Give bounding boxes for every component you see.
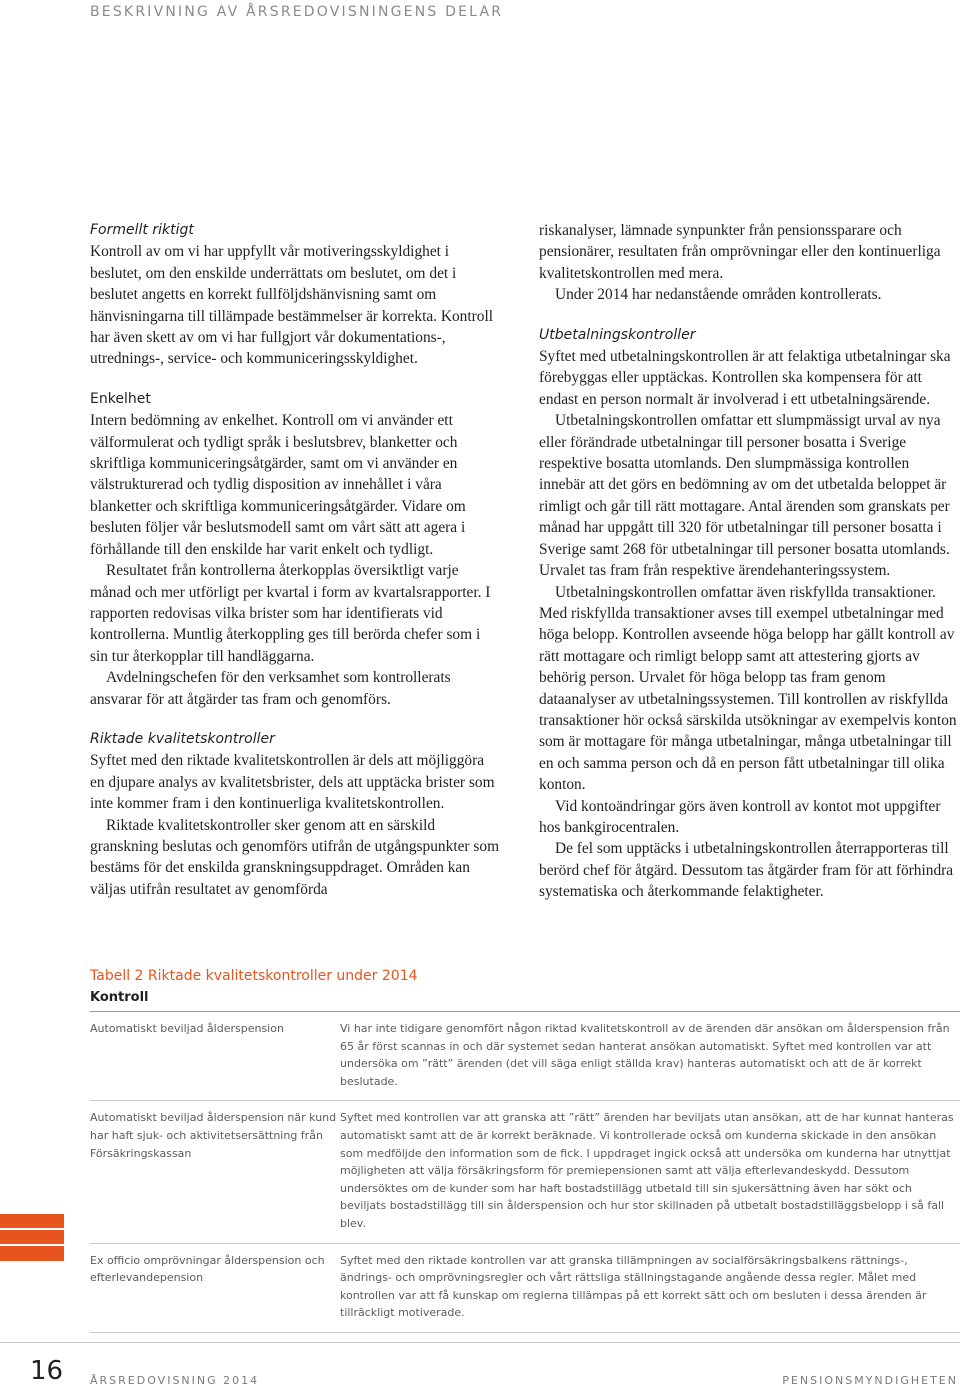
table-cell-control: Automatiskt beviljad ålderspension <box>90 1022 284 1035</box>
section-heading-enkelhet: Enkelhet <box>90 390 151 407</box>
running-header: BESKRIVNING AV ÅRSREDOVISNINGENS DELAR <box>90 4 504 20</box>
table-column-header: Kontroll <box>90 990 960 1012</box>
table-row <box>90 1244 960 1333</box>
paragraph: Avdelningschefen för den verksamhet som kontrollerats ansvarar för att åtgärder tas fram och genomförs. <box>90 669 451 708</box>
paragraph: Syftet med utbetalningskontrollen är att felaktiga utbetalningar ska förebyggas eller upptäckas. Kontrollen ska kompensera för att endast en person normalt är involverad i ett utbetalningsärende. <box>539 348 951 408</box>
paragraph: Utbetalningskontrollen omfattar även riskfyllda transaktioner. Med riskfyllda transaktioner avses till exempel utbetalningar med höga belopp. Kontrollen avseende höga belopp har gällt kontroll av rätt mottagare och rimligt belopp samt att attestering gjorts av behörig person. Urvalet för höga belopp tas fram genom dataanalyser av utbetalningssystemen. Till kontrollen av riskfyllda transaktioner hör också särskilda utsökningar av exempelvis konton som är mottagare för många utbetalningar, många utbetalningar till en och samma person och då en person fått utbetalningar till olika konton. <box>539 583 957 794</box>
page-number: 16 <box>30 1356 64 1386</box>
paragraph: Syftet med den riktade kvalitetskontrollen är dels att möjliggöra en djupare analys av kvalitetsbrister, dels att upptäcka brister som inte kommer fram i den kontinuerliga kvalitetskontrollen. <box>90 752 495 813</box>
footer-organization-label: PENSIONSMYNDIGHETEN <box>782 1374 958 1387</box>
table-title: Tabell 2 Riktade kvalitetskontroller under 2014 <box>90 968 418 984</box>
paragraph: Intern bedömning av enkelhet. Kontroll om vi använder ett välformulerat och tydligt språk i beslutsbrev, blanketter och skriftliga kommuniceringsåtgärder, samt om vi använder en välstrukturerad och tydlig disposition av innehållet i våra blanketter och skriftliga kommuniceringsåtgärder. Vidare om besluten följer vår beslutsmodell samt om vårt sätt att agera i förhållande till den enskilde har varit enkelt och tydligt. <box>90 412 466 558</box>
paragraph: Utbetalningskontrollen omfattar ett slumpmässigt urval av nya eller förändrade utbetalningar till personer bosatta i Sverige respektive bosatta utomlands. Den slumpmässiga kontrollen innebär att det görs en bedömning av om det utbetalda beloppet är rimligt och går till rätt mottagare. Antal ärenden som granskats per månad har uppgått till 320 för utbetalningar till personer bosatta i Sverige samt 268 för utbetalningar till personer bosatta utomlands. Urvalet tas fram från respektive ärendehanteringssystem. <box>539 412 950 580</box>
table-cell-description: Syftet med den riktade kontrollen var att granska tillämpningen av socialförsäkringsbalkens rättnings-, ändrings- och omprövningsregler och vårt rättsliga ställningstagande angående dessa regler. Målet med kontrollen var att få kunskap om reglerna tillämpas på ett korrekt sätt och om besluten i dessa ärenden är tillräckligt motiverade. <box>340 1253 927 1320</box>
table-cell-description: Syftet med kontrollen var att granska att ”rätt” ärenden har beviljats utan ansökan, att de har kunnat hanteras automatiskt samt att de är korrekt beräknade. Vi kontrollerade också om kunderna skickade in den ansökan som medföljde den information som de fick. I uppdraget ingick också att undersöka om kunderna har utnyttjat möjligheten att välja försäkringsform för premiepensionen samt att välja efterlevandeskydd. Dessutom undersöktes om de kunder som har haft bostadstillägg utbetald till sin sjukersättning även har sökt och beviljats bostadstillägg till sin ålderspension och hur stor skillnaden på utbetalt bostadstilläggsbelopp i så fall blev. <box>340 1111 954 1230</box>
paragraph: Resultatet från kontrollerna återkopplas översiktligt varje månad och mer utförligt per kvartal i form av kvartalsrapporter. I rapporten redovisas vilka brister som har identifierats vid kontrollerna. Muntlig återkoppling ges till berörda chefer som i sin tur återkopplar till handläggarna. <box>90 562 491 665</box>
table-row <box>90 1101 960 1243</box>
left-column <box>90 220 500 900</box>
table-row <box>90 1012 960 1101</box>
decorative-accent-bar <box>0 1214 64 1261</box>
section-heading-formellt-riktigt: Formellt riktigt <box>90 222 194 238</box>
table-cell-control: Ex officio omprövningar ålderspension och efterlevandepension <box>90 1253 325 1285</box>
paragraph: riskanalyser, lämnade synpunkter från pensionssparare och pensionärer, resultaten från omprövningar eller den kontinuerliga kvalitetskontrollen med mera. <box>539 222 941 282</box>
paragraph: Riktade kvalitetskontroller sker genom att en särskild granskning beslutas och genomförs utifrån de utgångspunkter som bestäms för det enskilda granskningsuppdraget. Områden kan väljas utifrån resultatet av genomförda <box>90 816 500 898</box>
table-cell-description: Vi har inte tidigare genomfört någon riktad kvalitetskontroll av de ärenden där ansökan om ålderspension från 65 år först scannas in och där systemet sedan hanterat ansökan automatiskt. Syftet med kontrollen var att undersöka om ”rätt” ärenden (det vill säga enligt ställda krav) hanteras automatiskt och att de är korrekt beslutade. <box>340 1022 950 1088</box>
right-column <box>539 220 959 903</box>
paragraph: Vid kontoändringar görs även kontroll av kontot mot uppgifter hos bankgirocentralen. <box>539 797 941 836</box>
footer-publication-label: ÅRSREDOVISNING 2014 <box>90 1374 260 1387</box>
footer-divider <box>0 1342 960 1343</box>
table-cell-control: Automatiskt beviljad ålderspension när kund har haft sjuk- och aktivitetsersättning från Försäkringskassan <box>90 1111 337 1160</box>
quality-controls-table <box>90 968 960 1333</box>
paragraph: Kontroll av om vi har uppfyllt vår motiveringsskyldighet i beslutet, om den enskilde underrättats om beslutet, om det i beslutet angetts en korrekt fullföljdshänvisning samt om hänvisningarna till tillämpade bestämmelser är korrekta. Kontroll har även skett av om vi har fullgjort vår dokumentations-, utrednings-, service- och kommuniceringsskyldighet. <box>90 243 494 368</box>
section-heading-utbetalningskontroller: Utbetalningskontroller <box>539 326 696 343</box>
paragraph: Under 2014 har nedanstående områden kontrollerats. <box>555 286 882 304</box>
section-heading-riktade-kvalitetskontroller: Riktade kvalitetskontroller <box>90 730 275 747</box>
paragraph: De fel som upptäcks i utbetalningskontrollen återrapporteras till berörd chef för åtgärd. Dessutom tas åtgärder fram för att förhindra systematiska och återkommande felaktigheter. <box>539 840 954 901</box>
